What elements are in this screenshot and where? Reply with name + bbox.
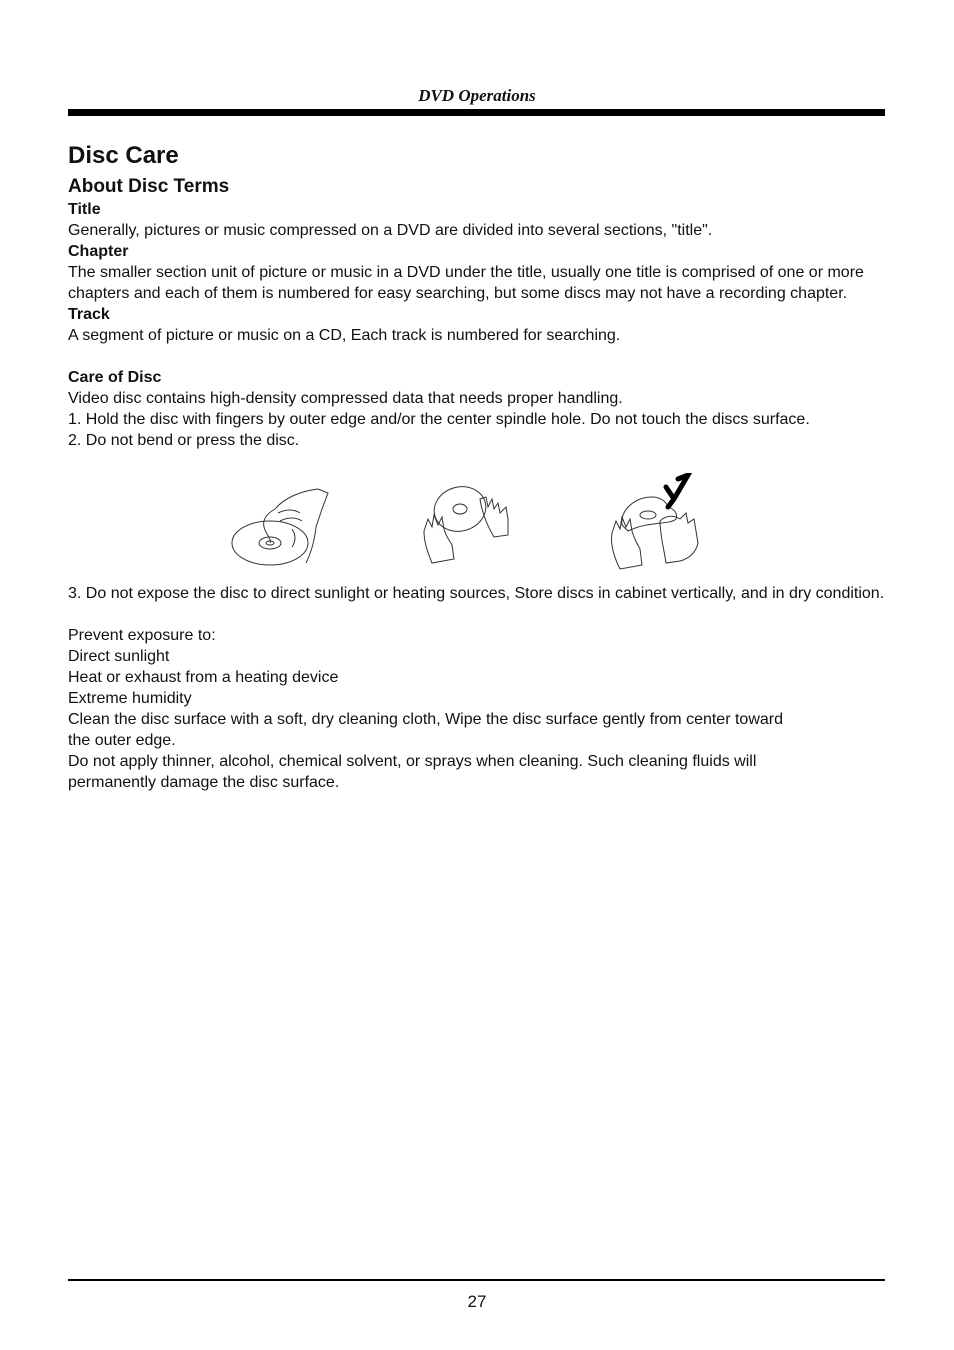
cleaning-warning: Do not apply thinner, alcohol, chemical solvent, or sprays when cleaning. Such cleaning fluids will permanently damage the disc surface. (68, 753, 757, 791)
prevent-item: Direct sunlight (68, 648, 170, 665)
cleaning-instruction: Clean the disc surface with a soft, dry cleaning cloth, Wipe the disc surface gently from center toward the outer edge. (68, 711, 783, 749)
prevent-item: Extreme humidity (68, 690, 192, 707)
care-heading: Care of Disc (68, 369, 162, 386)
header-rule (68, 109, 885, 116)
term-chapter: Chapter (68, 243, 129, 260)
term-title: Title (68, 201, 101, 218)
running-header: DVD Operations (418, 86, 536, 105)
disc-held-two-hands-icon (422, 479, 522, 569)
prevent-item: Heat or exhaust from a heating device (68, 669, 339, 686)
disc-held-by-edge-icon (230, 479, 340, 579)
page-title: Disc Care (68, 142, 179, 169)
care-step-2: 2. Do not bend or press the disc. (68, 432, 300, 449)
care-step-3: 3. Do not expose the disc to direct sunlight or heating sources, Store discs in cabinet vertically, and in dry condition. (68, 585, 885, 602)
disc-handling-illustrations (68, 451, 886, 583)
prevent-label: Prevent exposure to: (68, 627, 216, 644)
term-chapter-definition: The smaller section unit of picture or music in a DVD under the title, usually one title is comprised of one or more chapters and each of them is numbered for easy searching, but some discs may not have a recording chapter. (68, 264, 864, 302)
disc-bent-prohibited-icon (608, 473, 708, 573)
care-intro: Video disc contains high-density compressed data that needs proper handling. (68, 390, 623, 407)
page-number: 27 (467, 1292, 487, 1311)
footer-rule (68, 1279, 885, 1281)
section-heading: About Disc Terms (68, 176, 230, 197)
term-track-definition: A segment of picture or music on a CD, Each track is numbered for searching. (68, 327, 621, 344)
page-content (68, 140, 886, 793)
care-step-1: 1. Hold the disc with fingers by outer edge and/or the center spindle hole. Do not touch the discs surface. (68, 411, 810, 428)
term-track: Track (68, 306, 110, 323)
term-title-definition: Generally, pictures or music compressed on a DVD are divided into several sections, "title". (68, 222, 713, 239)
